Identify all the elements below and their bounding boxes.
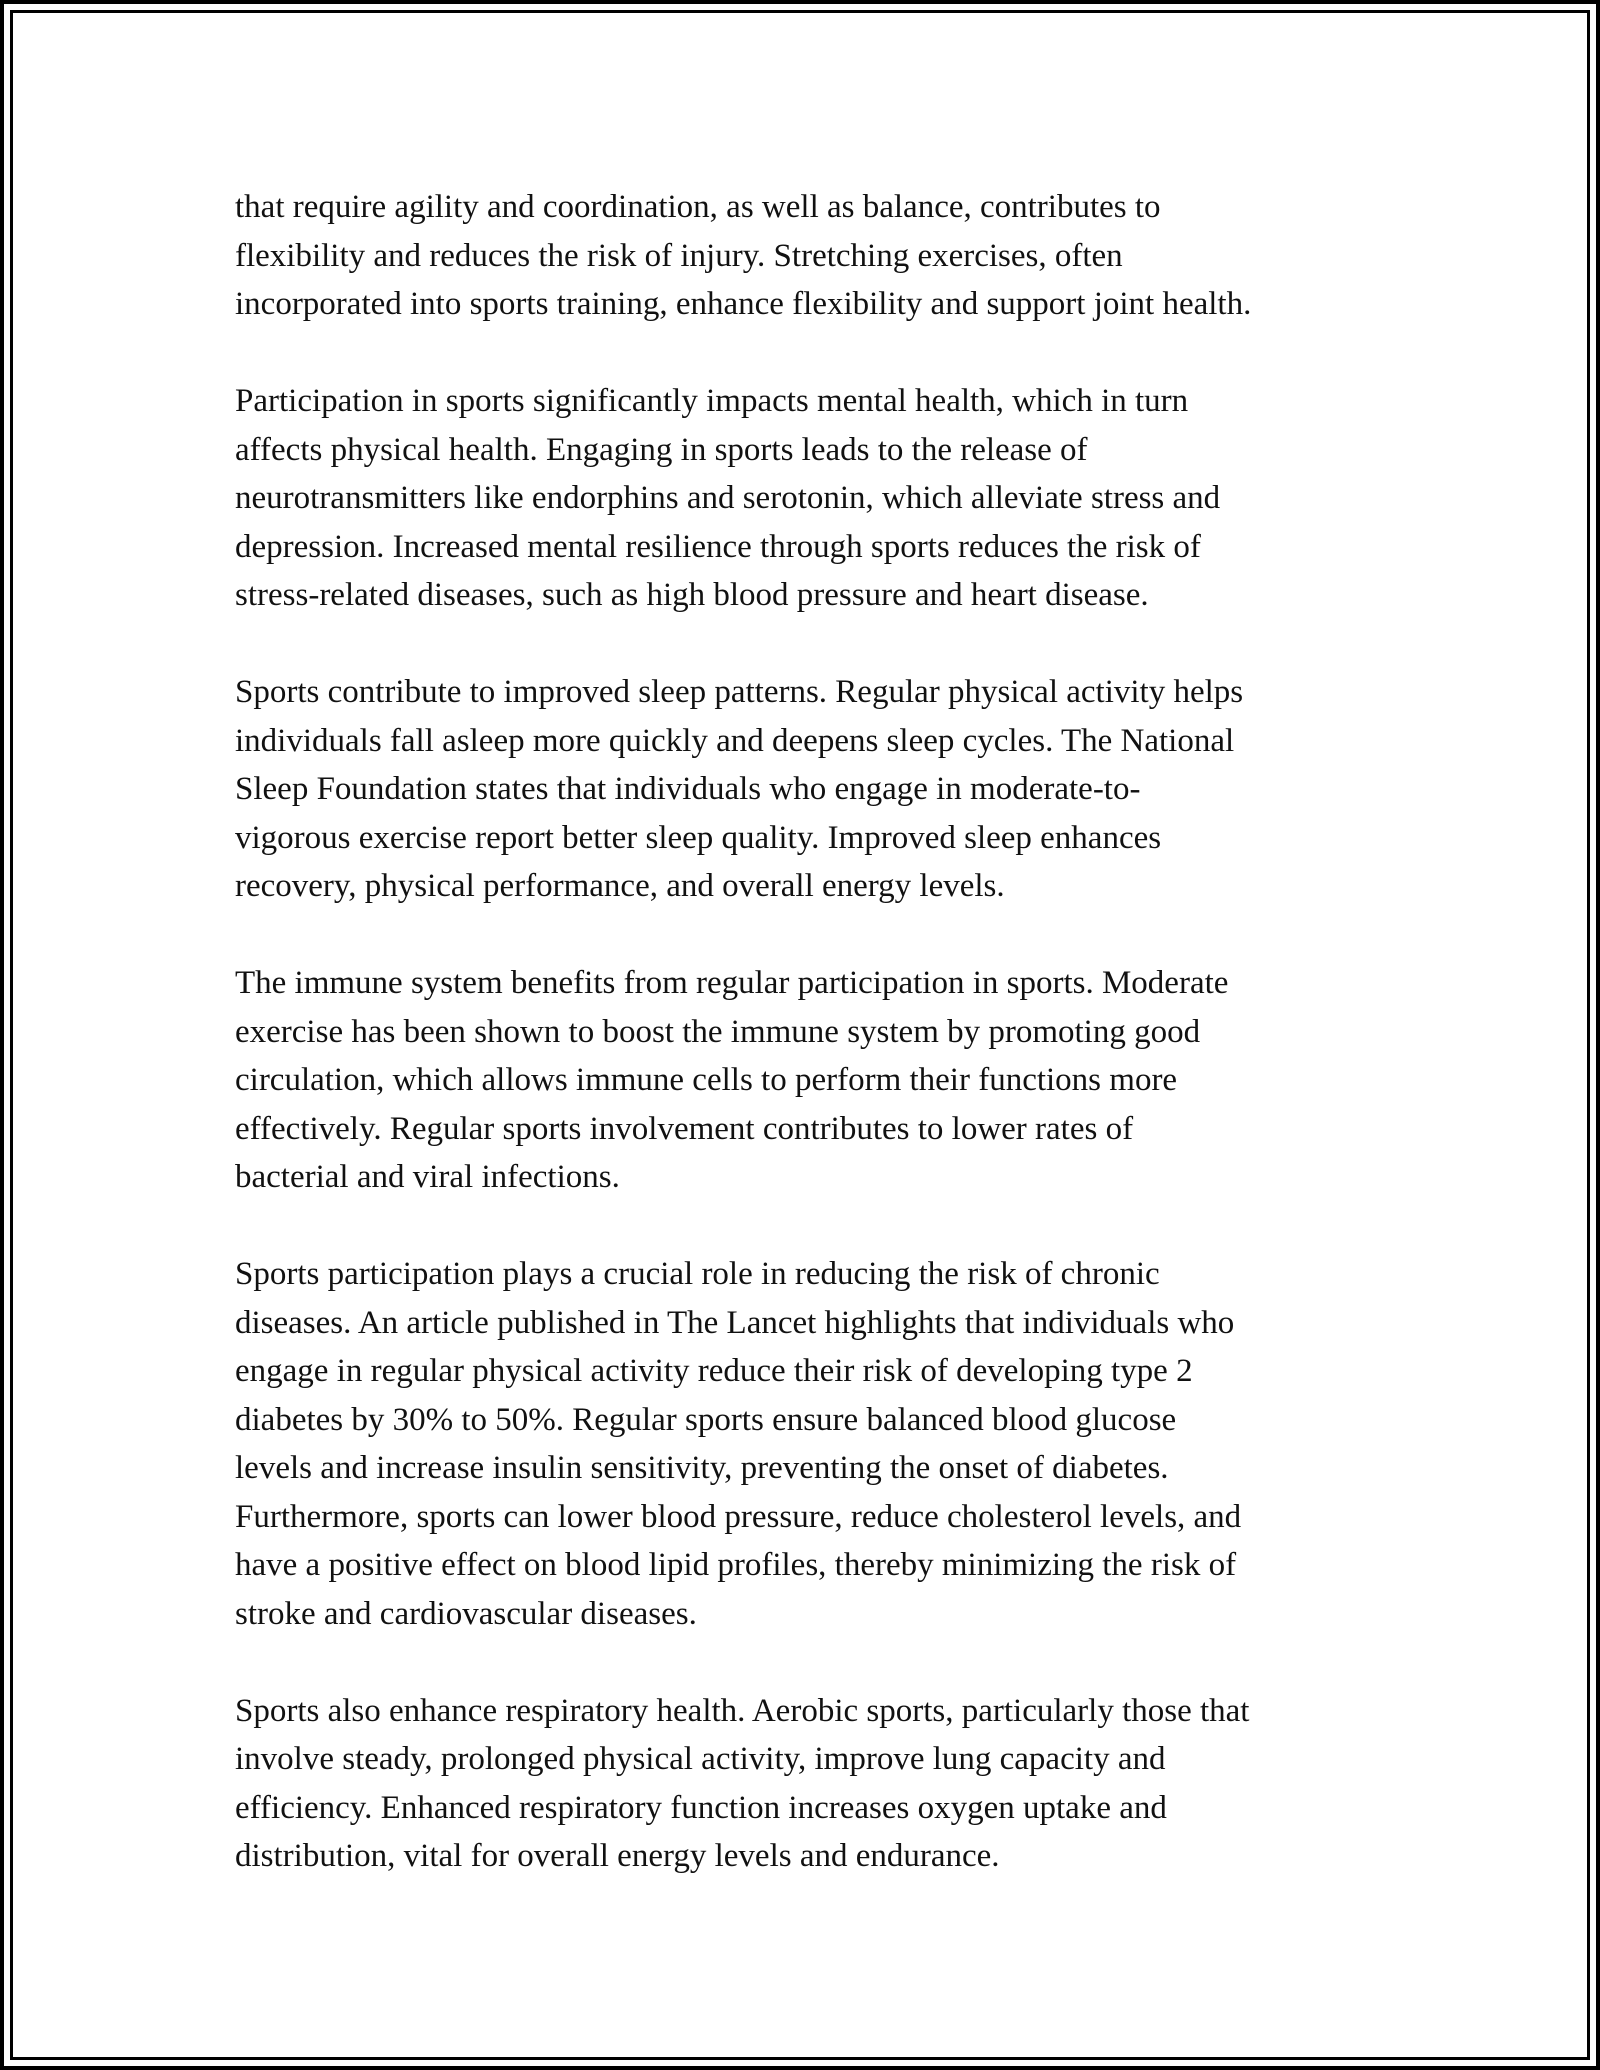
- text-line: incorporated into sports training, enhance flexibility and support joint health.: [235, 286, 1252, 322]
- text-line: involve steady, prolonged physical activity, improve lung capacity and: [235, 1741, 1166, 1777]
- text-line: neurotransmitters like endorphins and serotonin, which alleviate stress and: [235, 480, 1221, 516]
- text-line: affects physical health. Engaging in sports leads to the release of: [235, 431, 1088, 468]
- text-line: Sports also enhance respiratory health. Aerobic sports, particularly those that: [235, 1692, 1250, 1729]
- text-line: stroke and cardiovascular diseases.: [235, 1595, 697, 1632]
- text-line: effectively. Regular sports involvement contributes to lower rates of: [235, 1110, 1134, 1147]
- text-line: The immune system benefits from regular participation in sports. Moderate: [235, 965, 1229, 1001]
- paragraph-sleep: [235, 668, 1385, 911]
- text-line: bacterial and viral infections.: [235, 1159, 620, 1195]
- paragraph-mental-health: [235, 377, 1385, 620]
- text-line: that require agility and coordination, as well as balance, contributes to: [235, 189, 1161, 225]
- text-line: diabetes by 30% to 50%. Regular sports ensure balanced blood glucose: [235, 1401, 1177, 1438]
- text-line: Furthermore, sports can lower blood pressure, reduce cholesterol levels, and: [235, 1498, 1242, 1535]
- text-line: efficiency. Enhanced respiratory function increases oxygen uptake and: [235, 1789, 1167, 1826]
- text-line: have a positive effect on blood lipid profiles, thereby minimizing the risk of: [235, 1547, 1237, 1583]
- text-line: stress-related diseases, such as high blood pressure and heart disease.: [235, 577, 1149, 613]
- text-line: depression. Increased mental resilience through sports reduces the risk of: [235, 528, 1201, 565]
- paragraph-chronic-diseases: [235, 1250, 1385, 1638]
- text-line: diseases. An article published in The Lancet highlights that individuals who: [235, 1304, 1235, 1341]
- text-line: Participation in sports significantly impacts mental health, which in turn: [235, 383, 1189, 419]
- text-line: exercise has been shown to boost the immune system by promoting good: [235, 1013, 1201, 1050]
- text-line: Sports participation plays a crucial role in reducing the risk of chronic: [235, 1256, 1160, 1292]
- paragraph-flexibility: [235, 183, 1385, 329]
- document-body: [235, 183, 1385, 1929]
- text-line: flexibility and reduces the risk of injury. Stretching exercises, often: [235, 237, 1123, 274]
- text-line: vigorous exercise report better sleep quality. Improved sleep enhances: [235, 819, 1162, 856]
- text-line: individuals fall asleep more quickly and deepens sleep cycles. The National: [235, 722, 1235, 759]
- text-line: distribution, vital for overall energy levels and endurance.: [235, 1838, 1000, 1874]
- paragraph-respiratory-health: [235, 1687, 1385, 1881]
- text-line: engage in regular physical activity reduce their risk of developing type 2: [235, 1353, 1193, 1389]
- text-line: recovery, physical performance, and overall energy levels.: [235, 868, 1005, 904]
- text-line: circulation, which allows immune cells to perform their functions more: [235, 1062, 1178, 1098]
- text-line: Sleep Foundation states that individuals who engage in moderate-to-: [235, 771, 1141, 807]
- text-line: Sports contribute to improved sleep patterns. Regular physical activity helps: [235, 674, 1244, 710]
- text-line: levels and increase insulin sensitivity, preventing the onset of diabetes.: [235, 1450, 1169, 1486]
- paragraph-immune-system: [235, 959, 1385, 1202]
